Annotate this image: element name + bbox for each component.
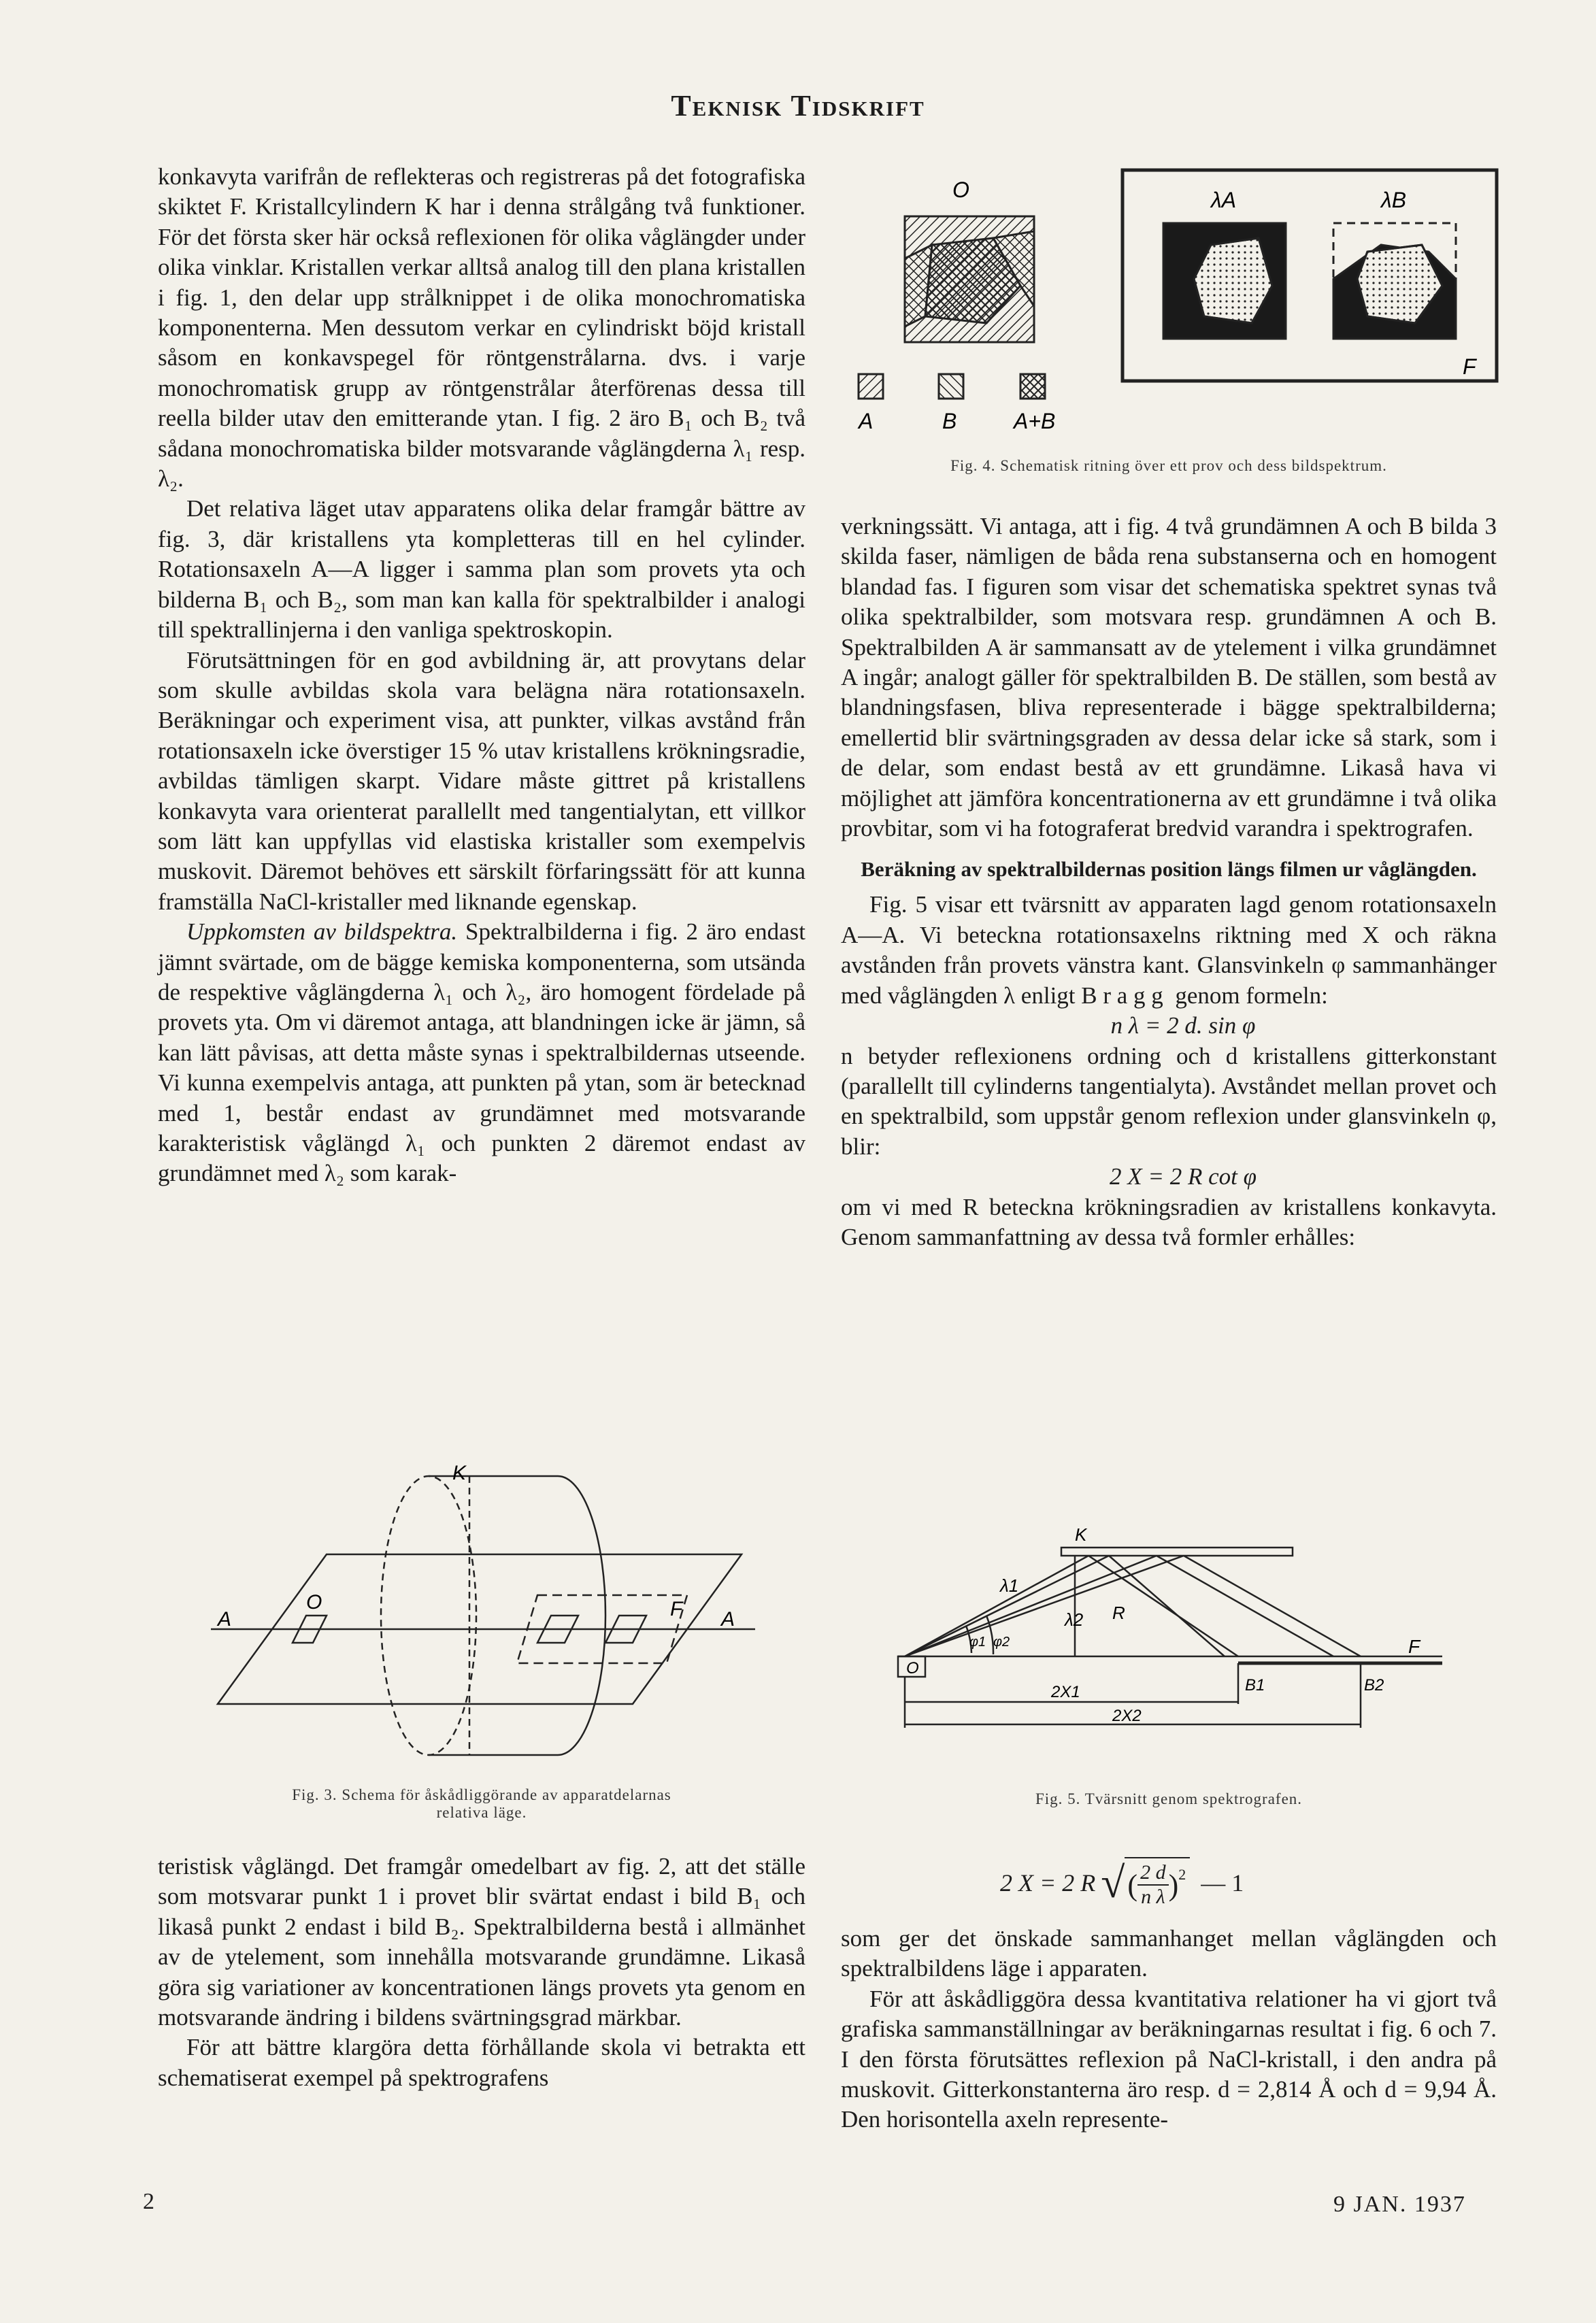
- paragraph: För att åskådliggöra dessa kvantitativa relationer ha vi gjort två grafiska sammanställningar av beräkningarnas resultat i fig. 6 och 7. I den första förutsättes reflexion på NaCl-kristall, i den andra på muskovit. Gitterkonstanterna äro resp. d = 2,814 Å och d = 9,94 Å. Den horisontella axeln represente-: [841, 1985, 1497, 2133]
- fig5-label-phi1: φ1: [969, 1635, 986, 1650]
- fig5-label-k: K: [1075, 1524, 1087, 1545]
- figure-3: [197, 1462, 769, 1772]
- figure-5: [884, 1524, 1469, 1748]
- exponent: 2: [1178, 1866, 1186, 1883]
- fig3-label-a-right: A: [721, 1608, 735, 1631]
- fig5-label-b1: B1: [1245, 1676, 1265, 1694]
- fig5-label-lambda2: λ2: [1065, 1609, 1084, 1630]
- paragraph: verkningssätt. Vi antaga, att i fig. 4 två grundämnen A och B bilda 3 skilda faser, nämligen de båda rena substanserna och en homogent blandad fas. I figuren som visar det schematiska spektret synas två olika spektralbilder, som motsvara resp. grundämnen A och B. Spektralbilden A är sammansatt av de ytelement i vilka grundämnet A ingår; analogt gäller för spektralbilden B. De ställen, som bestå av blandningsfasen, bliva representerade i bägge spektralbilderna; emellertid blir svärtningsgraden av dessa delar icke så stark, som i de delar, som endast bestå av ett grundämne. Likaså hava vi möjlighet att jämföra koncentrationerna av ett grundämne i två olika provbitar, som vi ha fotograferat bredvid varandra i spektrografen.: [841, 513, 1497, 842]
- fig4-label-lambda-a: λA: [1211, 188, 1237, 212]
- caption-line: relativa läge.: [436, 1804, 527, 1821]
- paragraph: För att bättre klargöra detta förhållande skola vi betrakta ett schematiserat exempel på spektrografens: [158, 2034, 805, 2091]
- paragraph: Förutsättningen för en god avbildning är, att provytans delar som skulle avbildas skola vara belägna nära rotationsaxeln. Beräkningar och experiment visa, att punkter, vilkas avstånd från rotationsaxeln icke överstiger 15 % utav kristallens krökningsradie, avbildas tämligen skarpt. Vidare måste gittret på kristallens konkavyta vara orienterat parallellt med tangentialytan, ett villkor som lätt kan uppfyllas vid elastiska kristaller som exempelvis muskovit. Däremot behöves ett särskilt förfaringssätt för att kunna framställa NaCl-kristaller med liknande egenskap.: [158, 646, 805, 915]
- formula-part: 2 X = 2 R: [1000, 1869, 1096, 1896]
- paragraph: n betyder reflexionens ordning och d kristallens gitterkonstant (parallellt till cylinderns tangentialyta). Avståndet mellan provet och en spektralbild, som uppstår genom reflexion under glansvinkeln φ, blir:: [841, 1042, 1497, 1160]
- formula-distance: 2 X = 2 R cot φ: [1110, 1163, 1257, 1190]
- fig5-label-r: R: [1112, 1603, 1125, 1623]
- figure-4-caption: Fig. 4. Schematisk ritning över ett prov och dess bildspektrum.: [950, 457, 1387, 474]
- fraction-numerator: 2 d: [1137, 1861, 1169, 1886]
- formula-bragg: n λ = 2 d. sin φ: [1110, 1012, 1256, 1039]
- paragraph: om vi med R beteckna krökningsradien av kristallens konkavyta. Genom sammanfattning av dessa två formler erhålles:: [841, 1193, 1497, 1250]
- sqrt-body: ( $\frac{2 d}{\text{n λ}}$ ) 2: [1125, 1857, 1190, 1909]
- fig5-label-f: F: [1408, 1636, 1420, 1657]
- fig4-label-ab: A+B: [1014, 409, 1056, 433]
- figure-4: [850, 170, 1503, 449]
- bragg-name: Bragg: [1081, 982, 1169, 1009]
- figure-5-caption: Fig. 5. Tvärsnitt genom spektrografen.: [1035, 1790, 1303, 1807]
- formula-part: — 1: [1201, 1869, 1244, 1896]
- fig5-label-o: O: [906, 1659, 919, 1677]
- fig3-label-a-left: A: [218, 1608, 232, 1631]
- fig3-label-f: F: [670, 1598, 683, 1620]
- text: genom formeln:: [1175, 982, 1328, 1009]
- paragraph: Det relativa läget utav apparatens olika delar framgår bättre av fig. 3, där kristallens yta kompletteras till en hel cylinder. Rotationsaxeln A—A ligger i samma plan som provets yta och bilderna B₁ och B₂, som man kan kalla för spektralbilder i analogi till spektrallinjerna i den vanliga spektroskopin.: [158, 495, 805, 644]
- journal-header: Teknisk Tidskrift: [671, 89, 925, 122]
- fig3-label-k: K: [452, 1462, 467, 1484]
- sqrt-sign: √: [1101, 1858, 1125, 1907]
- caption-line: Fig. 3. Schema för åskådliggörande av apparatdelarnas: [292, 1786, 671, 1803]
- paragraph-text: Spektralbilderna i fig. 2 äro endast jämnt svärtade, om de bägge kemiska komponenterna, som utsända de respektive våglängderna λ₁ och λ₂, äro homogent fördelade på provets yta. Om vi däremot antaga, att blandningen icke är jämn, så kan lätt påvisas, att detta måste synas i spektralbildernas utseende. Vi kunna exempelvis antaga, att punkten på ytan, som är betecknad med 1, består endast av grundämnet med motsvarande karakteristisk våglängd λ₁ och punkten 2 däremot endast av grundämnet med λ₂ som karak-: [158, 918, 805, 1187]
- paragraph: som ger det önskade sammanhanget mellan våglängden och spektralbildens läge i apparaten.: [841, 1925, 1497, 1982]
- fig4-label-a: A: [859, 409, 874, 433]
- fig5-label-lambda1: λ1: [1000, 1575, 1019, 1596]
- fig4-label-b: B: [942, 409, 957, 433]
- fig3-label-o: O: [306, 1591, 322, 1614]
- right-column-top: [841, 512, 1497, 1252]
- fig5-label-b2: B2: [1364, 1676, 1384, 1694]
- figure-3-caption: [158, 1786, 805, 1822]
- left-column-bottom: [158, 1852, 805, 2093]
- fig4-label-f: F: [1463, 354, 1476, 379]
- fig5-label-2x1: 2X1: [1051, 1683, 1080, 1701]
- issue-date: 9 JAN. 1937: [1333, 2192, 1466, 2217]
- paragraph: konkavyta varifrån de reflekteras och registreras på det fotografiska skiktet F. Kristallcylindern K har i denna strålgång två funktioner. För det första sker här också reflexionen för olika våglängder under olika vinklar. Kristallen verkar alltså analog till den plana kristallen i fig. 1, den delar upp strålknippet i de olika monochromatiska komponenterna. Men dessutom verkar en cylindriskt böjd kristall såsom en konkavspegel för röntgenstrålarna. dvs. i varje monochromatisk grupp av röntgenstrålar återförenas dessa till reella bilder utav den emitterande ytan. I fig. 2 äro B₁ och B₂ två sådana monochromatiska bilder motsvarande våglängderna λ₁ resp. λ₂.: [158, 163, 805, 492]
- fraction-denominator: n λ: [1141, 1886, 1165, 1908]
- formula-combined: [1000, 1857, 1244, 1909]
- fig5-label-phi2: φ2: [993, 1635, 1010, 1650]
- fig5-label-2x2: 2X2: [1112, 1707, 1142, 1725]
- left-column-top: [158, 162, 805, 1189]
- right-column-bottom: [841, 1924, 1497, 2135]
- text: Fig. 5 visar ett tvärsnitt av apparaten lagd genom rotationsaxeln A—A. Vi beteckna rotationsaxelns riktning med X och räkna avstånden från provets vänstra kant. Glansvinkeln φ sammanhänger med våglängden λ enligt: [841, 891, 1497, 1009]
- fig4-label-lambda-b: λB: [1381, 188, 1407, 212]
- paragraph-uppkomsten: [158, 917, 805, 1189]
- paragraph: [841, 890, 1497, 1011]
- subsection-lead: Uppkomsten av bildspektra.: [186, 918, 458, 946]
- section-heading: Beräkning av spektralbildernas position längs filmen ur våglängden.: [861, 857, 1477, 882]
- paragraph: teristisk våglängd. Det framgår omedelbart av fig. 2, att det ställe som motsvarar punkt 1 i provet blir svärtat endast i bild B₁ och likaså punkt 2 endast i bild B₂. Spektralbilderna bestå i allmänhet av de ytelement, som innehålla motsvarande grundämne. Likaså göra sig variationer av koncentrationen längs provets yta genom en motsvarande ändring i bildens svärtningsgrad märkbar.: [158, 1853, 805, 2031]
- page-number: 2: [143, 2189, 154, 2214]
- fig4-label-o: O: [952, 178, 969, 202]
